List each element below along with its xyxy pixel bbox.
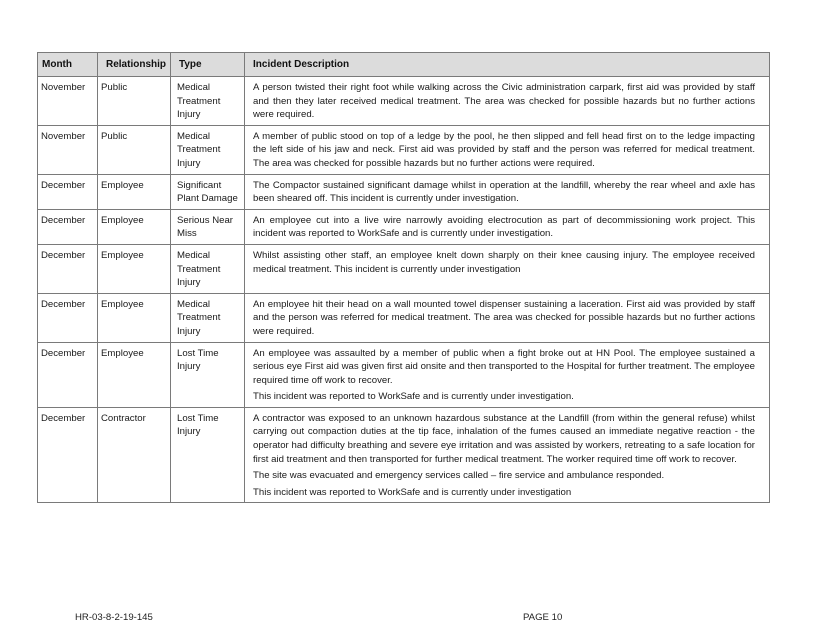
relationship-cell: Public bbox=[98, 77, 171, 126]
description-cell bbox=[245, 77, 770, 126]
relationship-cell: Employee bbox=[98, 342, 171, 407]
description-paragraph: An employee hit their head on a wall mounted towel dispenser sustaining a laceration. First aid was provided by staff and the person was referred for medical treatment. The area was checked for possible hazards but no further actions were required. bbox=[253, 298, 755, 337]
description-paragraph: This incident was reported to WorkSafe and is currently under investigation bbox=[253, 486, 572, 498]
description-cell bbox=[245, 174, 770, 209]
relationship-cell: Employee bbox=[98, 244, 171, 293]
header-incident-description: Incident Description bbox=[245, 53, 770, 77]
relationship-cell: Contractor bbox=[98, 407, 171, 503]
header-row bbox=[38, 53, 770, 77]
type-cell: Medical Treatment Injury bbox=[171, 77, 245, 126]
type-cell: Lost Time Injury bbox=[171, 342, 245, 407]
month-cell: December bbox=[38, 407, 98, 503]
type-cell: Medical Treatment Injury bbox=[171, 244, 245, 293]
table-header bbox=[38, 53, 770, 77]
description-paragraph: The Compactor sustained significant damage whilst in operation at the landfill, whereby the rear wheel and axle has been sheared off. This incident is currently under investigation. bbox=[253, 179, 755, 205]
description-paragraph: The site was evacuated and emergency services called – fire service and ambulance responded. bbox=[253, 470, 665, 482]
document-reference: HR-03-8-2-19-145 bbox=[75, 612, 153, 623]
table-row bbox=[38, 77, 770, 126]
relationship-cell: Employee bbox=[98, 293, 171, 342]
header-type: Type bbox=[171, 53, 245, 77]
description-paragraph: A contractor was exposed to an unknown hazardous substance at the Landfill (from within the general refuse) whilst carrying out compaction duties at the tip face, inhalation of the fumes caused an immediate negative reaction - the operator had difficulty breathing and severe eye irritation and was assisted by workers, retreating to a safe location for first aid treatment and then transported for further medical treatment. The worker required time off work to recover. bbox=[253, 412, 755, 465]
month-cell: November bbox=[38, 125, 98, 174]
table-body bbox=[38, 77, 770, 503]
type-cell: Medical Treatment Injury bbox=[171, 125, 245, 174]
description-paragraph: A member of public stood on top of a ledge by the pool, he then slipped and fell head first on to the ledge impacting the left side of his jaw and neck. First aid was provided by staff and the person was referred for medical treatment. The area was checked for possible hazards but no further actions were required. bbox=[253, 130, 755, 169]
month-cell: December bbox=[38, 174, 98, 209]
month-cell: December bbox=[38, 244, 98, 293]
table-row bbox=[38, 209, 770, 244]
header-month: Month bbox=[38, 53, 98, 77]
description-paragraph: A person twisted their right foot while walking across the Civic administration carpark, first aid was provided by staff and then they later received medical treatment. The area was checked for possible hazards but no further actions were required. bbox=[253, 82, 755, 121]
description-paragraph: This incident was reported to WorkSafe and is currently under investigation. bbox=[253, 391, 574, 403]
description-cell bbox=[245, 407, 770, 503]
table-row bbox=[38, 293, 770, 342]
description-paragraph: An employee cut into a live wire narrowly avoiding electrocution as part of decommissioning work project. This incident was reported to WorkSafe and is currently under investigation. bbox=[253, 214, 755, 240]
table-row bbox=[38, 342, 770, 407]
month-cell: December bbox=[38, 209, 98, 244]
table-row bbox=[38, 244, 770, 293]
description-paragraph: Whilst assisting other staff, an employee knelt down sharply on their knee causing injury. The employee received medical treatment. This incident is currently under investigation bbox=[253, 249, 755, 275]
relationship-cell: Employee bbox=[98, 209, 171, 244]
relationship-cell: Public bbox=[98, 125, 171, 174]
header-relationship: Relationship bbox=[98, 53, 171, 77]
description-cell bbox=[245, 125, 770, 174]
description-cell bbox=[245, 342, 770, 407]
type-cell: Significant Plant Damage bbox=[171, 174, 245, 209]
relationship-cell: Employee bbox=[98, 174, 171, 209]
month-cell: December bbox=[38, 342, 98, 407]
incident-table bbox=[37, 52, 770, 503]
type-cell: Serious Near Miss bbox=[171, 209, 245, 244]
table-row bbox=[38, 407, 770, 503]
month-cell: November bbox=[38, 77, 98, 126]
table-row bbox=[38, 125, 770, 174]
description-cell bbox=[245, 293, 770, 342]
description-cell bbox=[245, 244, 770, 293]
type-cell: Medical Treatment Injury bbox=[171, 293, 245, 342]
description-cell bbox=[245, 209, 770, 244]
type-cell: Lost Time Injury bbox=[171, 407, 245, 503]
description-paragraph: An employee was assaulted by a member of public when a fight broke out at HN Pool. The employee sustained a serious eye First aid was given first aid onsite and then transported to the Hospital for further treatment. The employee required time off work to recover. bbox=[253, 347, 755, 386]
table-row bbox=[38, 174, 770, 209]
month-cell: December bbox=[38, 293, 98, 342]
page-number: PAGE 10 bbox=[523, 612, 563, 623]
